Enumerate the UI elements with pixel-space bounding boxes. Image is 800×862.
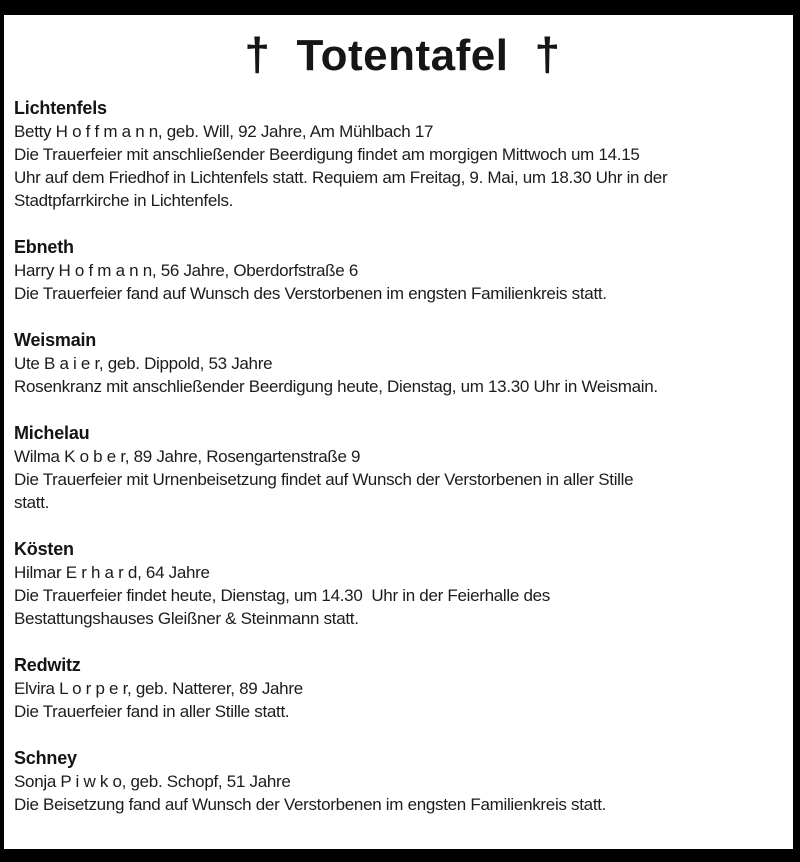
detail-line: Rosenkranz mit anschließender Beerdigung heute, Dienstag, um 13.30 Uhr in Weismain. <box>14 377 658 396</box>
town-heading: Redwitz <box>14 655 81 675</box>
notice-section-redwitz <box>14 654 791 723</box>
detail-line: Die Beisetzung fand auf Wunsch der Verstorbenen im engsten Familienkreis statt. <box>14 795 607 814</box>
notice-section-michelau <box>14 422 791 514</box>
town-heading: Ebneth <box>14 237 74 257</box>
detail-line: Die Trauerfeier fand auf Wunsch des Verstorbenen im engsten Familienkreis statt. <box>14 284 607 303</box>
town-heading: Kösten <box>14 539 74 559</box>
person-line: Betty H o f f m a n n, geb. Will, 92 Jahre, Am Mühlbach 17 <box>14 122 434 141</box>
person-line: Harry H o f m a n n, 56 Jahre, Oberdorfstraße 6 <box>14 261 358 280</box>
notice-section-schney <box>14 747 791 816</box>
detail-line: Bestattungshauses Gleißner & Steinmann statt. <box>14 609 359 628</box>
notice-section-weismain <box>14 329 791 398</box>
notice-section-lichtenfels <box>14 97 791 212</box>
notice-section-koesten <box>14 538 791 630</box>
detail-line: Die Trauerfeier mit anschließender Beerdigung findet am morgigen Mittwoch um 14.15 <box>14 145 640 164</box>
notice-section-ebneth <box>14 236 791 305</box>
detail-line: Die Trauerfeier mit Urnenbeisetzung findet auf Wunsch der Verstorbenen in aller Stille <box>14 470 634 489</box>
dagger-cross-left-icon: † <box>244 28 271 80</box>
person-line: Hilmar E r h a r d, 64 Jahre <box>14 563 210 582</box>
page-title <box>14 29 791 79</box>
detail-line: Stadtpfarrkirche in Lichtenfels. <box>14 191 234 210</box>
page-content <box>4 15 793 816</box>
town-heading: Weismain <box>14 330 97 350</box>
detail-line: Die Trauerfeier fand in aller Stille statt. <box>14 702 290 721</box>
detail-line: Die Trauerfeier findet heute, Dienstag, um 14.30 Uhr in der Feierhalle des <box>14 586 550 605</box>
detail-line: statt. <box>14 493 50 512</box>
town-heading: Schney <box>14 748 77 768</box>
town-heading: Lichtenfels <box>14 98 107 118</box>
person-line: Elvira L o r p e r, geb. Natterer, 89 Jahre <box>14 679 303 698</box>
detail-line: Uhr auf dem Friedhof in Lichtenfels statt. Requiem am Freitag, 9. Mai, um 18.30 Uhr in der <box>14 168 668 187</box>
person-line: Sonja P i w k o, geb. Schopf, 51 Jahre <box>14 772 291 791</box>
town-heading: Michelau <box>14 423 90 443</box>
person-line: Ute B a i e r, geb. Dippold, 53 Jahre <box>14 354 273 373</box>
page-title-text: Totentafel <box>296 31 509 80</box>
person-line: Wilma K o b e r, 89 Jahre, Rosengartenstraße 9 <box>14 447 361 466</box>
dagger-cross-right-icon: † <box>534 28 561 80</box>
